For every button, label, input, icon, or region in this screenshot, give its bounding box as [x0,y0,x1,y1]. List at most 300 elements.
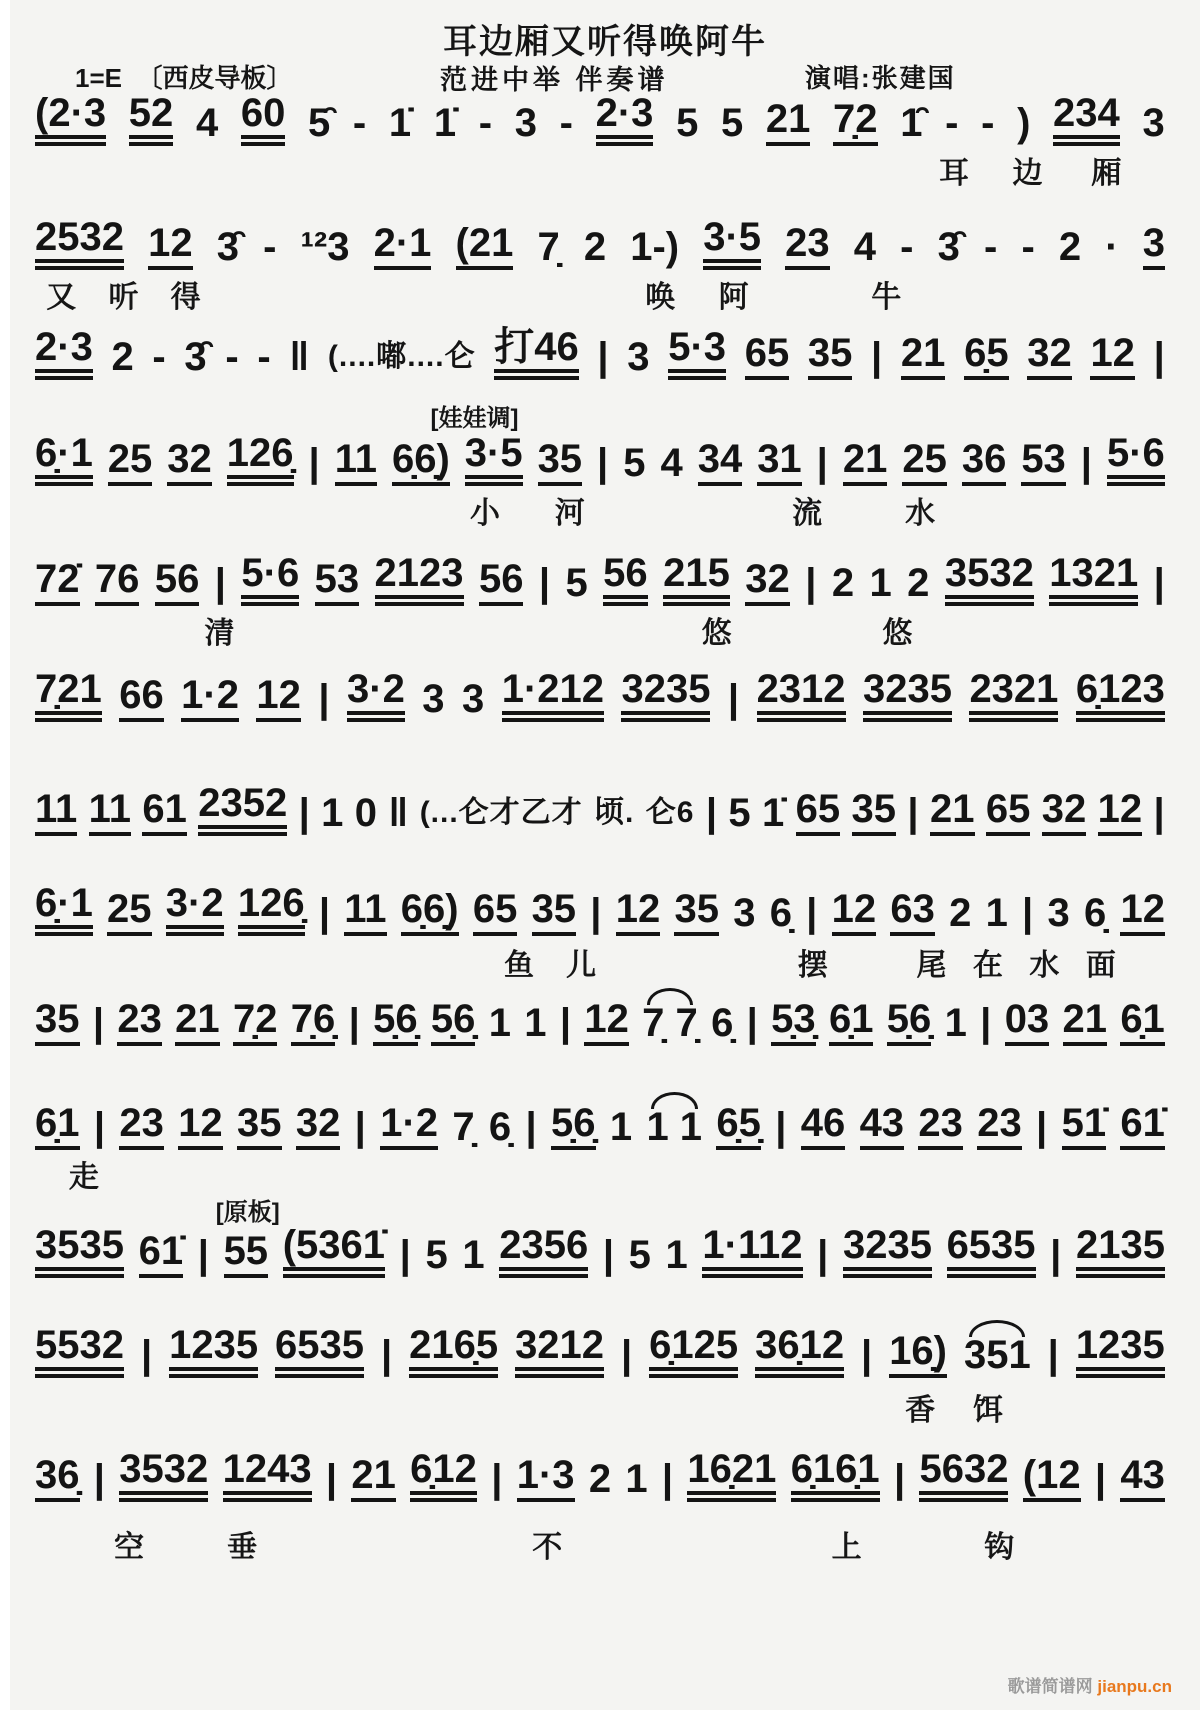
barline: | [318,891,331,935]
note-token: - [152,335,166,379]
note-token: - [559,101,573,145]
barline: ‖ [289,335,310,379]
note-token: 2 [907,561,930,605]
note-token: 5632 [919,1448,1008,1502]
note-token: 2 [1058,225,1082,269]
note-token: 126̣ [238,882,305,936]
note-token: 6̣·1 [35,882,93,936]
section-label: [原板] [215,1199,280,1226]
note-token: 216̣5 [409,1324,498,1378]
note-token: 6̣6̣) [401,888,459,936]
note-token: 5·6 [1107,432,1165,486]
note-token: ) [1017,101,1031,145]
barline: | [1022,891,1034,935]
note-token: 5·6 [241,552,299,606]
note-token: ¹²3 [300,225,350,269]
barline: | [817,1233,829,1277]
note-token: 6̣ [1083,891,1107,935]
note-token: 35 [532,888,577,936]
note-token: 215 [663,552,730,606]
note-token: 3 [1047,891,1070,935]
barline: | [805,561,817,605]
note-token: 12 [1120,888,1165,936]
note-token: 7̣ [537,225,560,269]
note-token: 2312 [757,668,846,722]
barline: | [1047,1333,1059,1377]
note-token: 3·2 [166,882,224,936]
note-token: 35 [237,1102,282,1150]
note-token: 3532 [119,1448,208,1502]
lyric-text: 不 [532,1531,563,1564]
note-token: 1 [524,1001,547,1045]
barline: | [727,677,740,721]
note-token: 21 [901,332,946,380]
note-token: 21 [351,1454,396,1502]
barline: | [597,441,609,485]
note-token: 126̣ [227,432,294,486]
note-token: 7̣6̣ [291,998,336,1046]
barline: | [861,1333,873,1377]
lyric-text: 听 [108,281,139,314]
note-token: - [263,225,277,269]
lyric-text: 钩 [984,1531,1015,1564]
barline: | [661,1457,674,1501]
note-token: 6̣1 [35,1102,80,1150]
note-token: 1·2 [181,674,239,722]
note-token: 61̇ [139,1230,184,1278]
note-token: 3̑ [937,225,960,269]
note-token: 6̣12 [410,1448,477,1502]
barline: | [140,1333,153,1377]
note-token: 5̣6̣ [551,1102,596,1150]
note-token: 3212 [515,1324,604,1378]
note-token: 5̣6̣ [373,998,418,1046]
lyric-text: 流 [792,497,823,530]
note-token: 3235 [843,1224,932,1278]
score-line [35,998,1165,1046]
note-token: 1235 [1076,1324,1165,1378]
note-token: 1 [869,561,892,605]
score-line [35,782,1165,836]
note-token: 2·3 [35,326,93,380]
barline: | [907,791,919,835]
note-token: (....嘟....仑 [327,339,476,373]
note-token: 56 [603,552,648,606]
banshi-label: 〔西皮导板〕 [136,63,293,93]
lyric-text: 边 [1012,157,1043,190]
note-token: 3·5 [465,432,523,486]
note-token: 1̇ [433,101,457,145]
note-token: 6̣ [769,891,792,935]
work-subtitle: 范进中举 伴奏谱 [440,65,669,95]
note-token: 1 [625,1457,648,1501]
note-token: (5361̇ [283,1224,385,1278]
note-token: 1 [462,1233,485,1277]
note-token: 2·3 [596,92,654,146]
note-token: 1̇ [762,791,785,835]
note-token: 65 [473,888,518,936]
note-token: 35 [808,332,853,380]
note-token: 2532 [35,216,124,270]
note-token: 12 [832,888,877,936]
lyric-text: 得 [170,281,201,314]
barline: | [590,891,602,935]
note-token: 1 1 [646,1105,703,1149]
note-token: 5532 [35,1324,124,1378]
barline: | [871,335,883,379]
note-token: 3235 [621,668,710,722]
note-token: · [1105,225,1119,269]
note-token: 21 [766,98,811,146]
note-token: 23 [117,998,162,1046]
lyric-text: 面 [1085,949,1116,982]
note-token: 23 [119,1102,164,1150]
lyric-text: 鱼 [503,949,534,982]
score-line [35,1102,1165,1150]
note-token: 11 [335,438,377,486]
note-token: (21 [456,222,514,270]
score-line [35,882,1165,936]
note-token: 0 [354,791,378,835]
lyric-text: 上 [831,1531,862,1564]
lyric-text: 清 [204,617,235,650]
note-token: (...仑才乙才 [419,795,583,829]
lyric-text: 尾 [916,949,947,982]
note-token: 2 [949,891,972,935]
note-token: 1-) [630,225,680,269]
note-token: 2 [583,225,607,269]
note-token: 66 [119,674,164,722]
barline: | [325,1457,338,1501]
note-token: (2·3 [35,92,106,146]
score-line [35,1324,1165,1378]
note-token: 53 [1021,438,1066,486]
barline: | [980,1001,992,1045]
note-token: 63 [890,888,935,936]
barline: | [308,441,320,485]
note-token: 32 [167,438,212,486]
note-token: - [257,335,271,379]
note-token: 12 [1090,332,1135,380]
note-token: 7̣21 [35,668,102,722]
note-token: 1·212 [502,668,604,722]
note-token: 12 [178,1102,223,1150]
barline: | [1153,791,1165,835]
section-label: [娃娃调] [430,405,519,432]
barline: | [525,1105,537,1149]
lyric-text: 小 [470,497,501,530]
note-token: 12 [616,888,661,936]
score-line [35,216,1165,270]
note-token: 72̇ [35,558,80,606]
note-token: (12 [1023,1454,1081,1502]
note-token: 35 [852,788,897,836]
score-line [35,668,1165,722]
barline: | [1153,561,1165,605]
note-token: 16̣21 [687,1448,776,1502]
note-token: 21 [1063,998,1108,1046]
sheet-page [10,0,1200,1710]
note-token: 11 [35,788,77,836]
note-token: 35 [35,998,80,1046]
note-token: 6535 [947,1224,1036,1278]
note-token: 12 [148,222,193,270]
note-token: 65 [986,788,1031,836]
note-token: - [478,101,493,145]
note-token: 32 [1042,788,1087,836]
lyric-text: 牛 [871,281,902,314]
score-line [35,552,1165,606]
lyric-text: 悠 [701,617,732,650]
note-token: 35 [674,888,719,936]
lyric-text: 饵 [972,1394,1003,1427]
score-line [35,326,1165,380]
barline: | [348,1001,360,1045]
note-token: 6̣·1 [35,432,93,486]
note-token: 3 [733,891,756,935]
lyric-text: 唤 [645,281,676,314]
note-token: 52 [129,92,174,146]
performer-credit: 演唱:张建国 [805,63,956,93]
note-token: 11 [89,788,131,836]
note-token: 3235 [863,668,952,722]
note-token: 3535 [35,1224,124,1278]
note-token: 5̣3̣ [771,998,816,1046]
barline: | [197,1233,209,1277]
barline: | [93,1457,105,1501]
note-token: 36 [962,438,1007,486]
note-token: 2 [831,561,855,605]
note-token: 61 [142,788,187,836]
lyric-text: 阿 [718,281,749,314]
barline: | [775,1105,787,1149]
note-token: 43 [860,1102,905,1150]
note-token: 5̣6̣ [887,998,932,1046]
note-token: 12 [584,998,629,1046]
note-token: 仑6 [645,795,695,829]
barline: | [1050,1233,1062,1277]
lyric-text: 空 [114,1531,145,1564]
lyric-text: 耳 [939,157,969,190]
note-token: 6535 [275,1324,364,1378]
note-token: 16̣) [889,1330,947,1378]
note-token: 1 [609,1105,633,1149]
note-token: 12 [256,674,301,722]
note-token: 1243 [223,1448,312,1502]
note-token: - [945,101,959,145]
note-token: 1·2 [380,1102,438,1150]
note-token: 5̑ [308,101,331,145]
note-token: 1·112 [702,1224,802,1278]
page-title: 耳边厢又听得唤阿牛 [443,23,767,61]
note-token: 3 [627,335,650,379]
barline: | [538,561,551,605]
note-token: 5 [676,101,699,145]
lyric-text: 垂 [227,1531,258,1564]
lyric-text: 在 [972,949,1003,982]
note-token: 3 [422,677,445,721]
note-token: - [900,225,914,269]
note-token: 25 [902,438,947,486]
note-token: 53 [315,558,360,606]
note-token: 1 [985,891,1008,935]
note-token: 1235 [169,1324,258,1378]
note-token: 46 [801,1102,846,1150]
note-token: - [1021,225,1035,269]
note-token: 2123 [375,552,464,606]
note-token: - [981,101,995,145]
barline: ‖ [388,791,409,835]
note-token: - [352,101,367,145]
note-token: 32 [745,558,790,606]
note-token: 31 [757,438,802,486]
score-line [35,1448,1165,1502]
barline: | [92,1001,105,1045]
barline: | [1036,1105,1048,1149]
lyric-text: 河 [554,497,585,530]
note-token: 25 [108,438,153,486]
note-token: 32 [296,1102,341,1150]
note-token: 5 [565,561,588,605]
note-token: 6̣16̣1 [791,1448,880,1502]
note-token: 3 [1142,101,1165,145]
note-token: 32 [1027,332,1072,380]
note-token: 6̣5̣ [716,1102,761,1150]
note-token: 25 [107,888,152,936]
note-token: 6̣ [711,1001,734,1045]
note-token: 6̣125 [649,1324,738,1378]
barline: | [1080,441,1092,485]
site-url-link[interactable]: jianpu.cn [1097,1677,1172,1696]
barline: | [214,561,226,605]
barline: | [318,677,330,721]
note-token: 55 [224,1230,269,1278]
note-token: 351 [963,1333,1031,1377]
site-footer [1008,1672,1172,1697]
note-token: 3̑ [216,225,239,269]
note-token: 43 [1120,1454,1165,1502]
note-token: 7̣ [452,1105,475,1149]
note-token: 2135 [1076,1224,1165,1278]
note-token: 3·5 [703,216,761,270]
note-token: 03 [1005,998,1050,1046]
note-token: 21 [175,998,220,1046]
barline: | [559,1001,572,1045]
note-token: 7̣2 [833,98,878,146]
note-token: 1̇ [388,101,412,145]
note-token: 6̣123 [1076,668,1165,722]
note-token: 11 [344,888,386,936]
note-token: 5 [628,1233,651,1277]
note-token: 2321 [969,668,1058,722]
note-token: 56 [479,558,524,606]
note-token: 5 [720,101,744,145]
note-token: 2 [588,1457,612,1501]
key-signature: 1=E [75,63,122,93]
note-token: 6̣1 [829,998,874,1046]
note-token: 5̣6̣ [431,998,476,1046]
note-token: 1 [665,1233,688,1277]
note-token: 6̣6̣) [392,438,450,486]
note-token: 3 [514,101,537,145]
note-token: 打46 [494,326,579,380]
barline: | [298,791,310,835]
note-token: 23 [785,222,830,270]
note-token: 65 [796,788,841,836]
note-token: 7̣2 [233,998,278,1046]
note-token: 4 [195,101,219,145]
barline: | [816,441,828,485]
note-token: 61̇ [1120,1102,1165,1150]
note-token: 4 [660,441,683,485]
barline: | [399,1233,411,1277]
barline: | [746,1001,758,1045]
note-token: 3̑ [184,335,207,379]
note-token: 5 [425,1233,448,1277]
note-token: 60 [241,92,286,146]
note-token: 5 [623,441,646,485]
lyric-text: 走 [68,1161,99,1194]
barline: | [602,1233,615,1277]
score-line [35,1224,1165,1278]
note-token: 65 [745,332,790,380]
note-token: 3 [1143,222,1165,270]
note-token: 5 [728,791,751,835]
note-token: 3532 [945,552,1034,606]
note-token: 7̣ 7̣ [642,1001,698,1045]
note-token: 21 [930,788,975,836]
barline: | [93,1105,106,1149]
note-token: 1 [944,1001,967,1045]
lyric-text: 摆 [797,949,828,982]
lyric-text: 厢 [1091,157,1122,190]
barline: | [1153,335,1165,379]
lyric-text: 悠 [882,617,913,650]
note-token: 34 [698,438,743,486]
note-token: 234 [1053,92,1120,146]
note-token: 1321 [1049,552,1138,606]
note-token: 6̣ [488,1105,512,1149]
note-token: 2 [111,335,134,379]
note-token: 51̇ [1062,1102,1107,1150]
note-token: 1̑ [900,101,923,145]
lyric-text: 香 [905,1394,936,1427]
barline: | [1094,1457,1107,1501]
note-token: 顷. [594,795,635,829]
note-token: 1·3 [517,1454,575,1502]
note-token: 6̣1 [1120,998,1165,1046]
note-token: 1 [488,1001,511,1045]
site-name: 歌谱简谱网 [1007,1677,1093,1696]
note-token: 12 [1098,788,1143,836]
note-token: 6̣5 [964,332,1009,380]
note-token: 23 [977,1102,1022,1150]
note-token: 76 [95,558,140,606]
score-line [35,432,1165,486]
lyric-text: 又 [46,281,77,314]
note-token: 4 [853,225,877,269]
lyric-text: 水 [1029,949,1060,982]
note-token: - [225,335,239,379]
note-token: 2352 [198,782,287,836]
note-token: 21 [843,438,888,486]
note-token: 35 [538,438,583,486]
barline: | [893,1457,906,1501]
barline: | [806,891,818,935]
score-line [35,92,1165,146]
note-token: 2356 [499,1224,588,1278]
score [35,0,1165,1710]
